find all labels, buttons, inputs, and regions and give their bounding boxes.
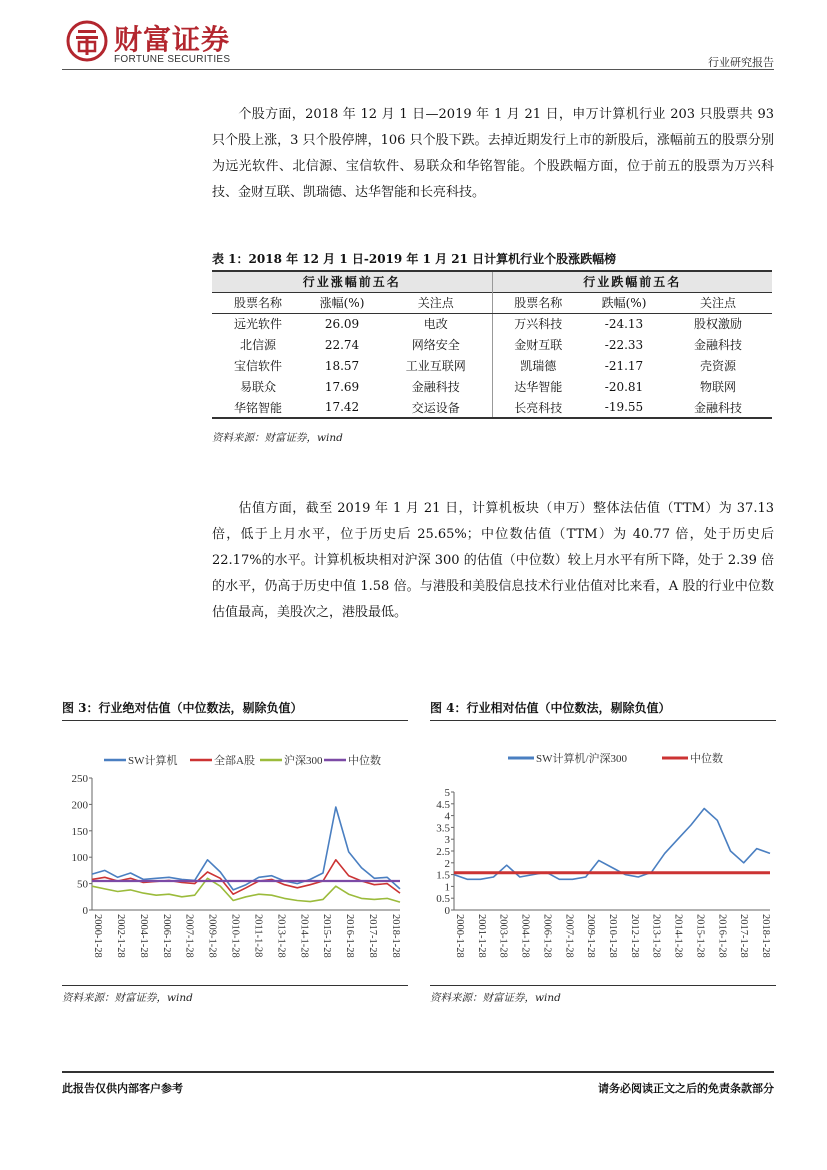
x-tick-label: 2007-1-28 [563,914,575,958]
table-cell: 万兴科技 [514,317,563,332]
table-cell: 电改 [380,313,492,334]
y-tick-label: 0.5 [436,893,450,906]
x-tick-label: 2009-1-28 [206,914,218,958]
table-cell: 26.09 [324,316,360,331]
table-cell: 金融科技 [664,397,772,418]
column-header: 关注点 [380,292,492,313]
y-tick-label: 150 [71,825,88,838]
x-tick-label: 2018-1-28 [760,914,771,958]
figure4-source: 资料来源：财富证券，wind [430,992,561,1004]
table-cell: -20.81 [604,379,644,394]
legend-label: 全部A股 [214,755,255,767]
x-tick-label: 2004-1-28 [519,914,531,958]
table-header-row [212,292,772,313]
legend-label: 沪深300 [284,755,323,767]
figure4-divider [430,985,776,986]
gainers-group-label: 行业涨幅前五名 [212,271,492,292]
table-row [212,355,772,376]
table-cell: 宝信软件 [233,359,282,373]
valuation-paragraph [212,496,774,626]
page-header [62,18,774,70]
y-tick-label: 4 [444,810,450,823]
paragraph1-text: 个股方面，2018 年 12 月 1 日—2019 年 1 月 21 日，申万计算机行业 203 只股票共 93 只个股上涨，3 只个股停牌，106 只个股下跌。去掉近期发行上市的新股后，涨幅前五的股票分别为远光软件、北信源、宝信软件、易联众和华铭智能。个股跌幅方面，位于前五的股票为万兴科技、金财互联、凯瑞德、达华智能和长亮科技。 [212,107,774,200]
y-tick-label: 50 [77,878,88,891]
table-cell: 金融科技 [380,376,492,397]
figure3-divider [62,985,408,986]
series-line [454,809,770,880]
table-cell: 17.42 [304,397,380,418]
table-cell: 壳资源 [699,359,736,373]
logo-english-text: FORTUNE SECURITIES [114,54,231,65]
x-tick-label: 2013-1-28 [275,914,287,958]
table-cell: 金财互联 [514,338,563,352]
x-tick-label: 2001-1-28 [475,914,487,958]
figure3-title: 图 3：行业绝对估值（中位数法，剔除负值） [62,699,408,721]
column-header: 股票名称 [492,292,584,313]
column-header: 股票名称 [212,292,304,313]
logo-chinese-text: 财富证券 [114,23,231,56]
y-tick-label: 0 [444,905,450,917]
paragraph2-text: 估值方面，截至 2019 年 1 月 21 日，计算机板块（申万）整体法估值（TTM）为 37.13 倍，低于上月水平，位于历史后 25.65%；中位数估值（TTM）为 40.77 倍，处于历史后 22.17%的水平。计算机板块相对沪深 300 的估值（中位数）较上月水平有所下降，处于 2.39 倍的水平，仍高于历史中值 1.58 倍。与港股和美股信息技术行业估值对比来看，A 股的行业中位数估值最高，美股次之，港股最低。 [212,501,774,620]
table-cell: 凯瑞德 [520,359,557,373]
column-header: 跌幅(%) [584,292,664,313]
y-tick-label: 3 [444,834,450,847]
table-cell: 达华智能 [514,380,563,394]
table-cell: 18.57 [324,358,360,373]
table-cell: -24.13 [604,316,644,331]
y-tick-label: 2 [444,857,450,870]
x-tick-label: 2010-1-28 [229,914,241,958]
x-tick-label: 2002-1-28 [114,914,126,958]
x-tick-label: 2006-1-28 [160,914,172,958]
legend-label: SW计算机/沪深300 [536,753,628,765]
column-header: 涨幅(%) [304,292,380,313]
table-cell: 长亮科技 [492,397,584,418]
table-cell: 工业互联网 [380,355,492,376]
table-cell: 网络安全 [380,334,492,355]
report-type-label: 行业研究报告 [708,56,774,69]
table-cell: -21.17 [604,358,644,373]
legend-label: SW计算机 [128,755,178,767]
y-tick-label: 2.5 [436,846,450,858]
x-tick-label: 2011-1-28 [252,914,264,958]
table-cell: 股权激励 [693,317,742,332]
figure3-source: 资料来源：财富证券，wind [62,992,193,1004]
x-tick-label: 2013-1-28 [650,914,662,958]
x-tick-label: 2003-1-28 [497,914,509,958]
x-tick-label: 2014-1-28 [672,914,684,958]
x-tick-label: 2017-1-28 [738,914,750,958]
x-tick-label: 2014-1-28 [298,914,310,958]
x-tick-label: 2015-1-28 [321,914,333,958]
y-tick-label: 1 [444,881,450,894]
x-tick-label: 2000-1-28 [454,914,465,958]
y-tick-label: 100 [71,852,88,865]
table-cell: 17.69 [324,379,360,394]
table-source: 资料来源：财富证券，wind [212,432,343,444]
x-tick-label: 2004-1-28 [137,914,149,958]
table-cell: 远光软件 [233,317,282,332]
x-tick-label: 2012-1-28 [628,914,640,958]
table-cell: 易联众 [239,380,276,394]
table-cell: 物联网 [699,380,736,394]
x-tick-label: 2000-1-28 [92,914,103,958]
legend-label: 中位数 [690,753,723,765]
footer-divider [62,1071,774,1073]
y-tick-label: 0 [82,905,88,917]
y-tick-label: 1.5 [436,869,450,882]
table-cell: 22.74 [324,337,360,352]
stock-ranking-table [212,270,772,419]
table-cell: 北信源 [239,338,276,352]
table-cell: -19.55 [584,397,664,418]
table-title: 表 1：2018 年 12 月 1 日-2019 年 1 月 21 日计算机行业个股涨跌幅榜 [212,252,617,266]
stock-performance-paragraph [212,102,774,206]
figure4-chart [430,740,776,980]
y-tick-label: 5 [444,787,450,799]
y-tick-label: 4.5 [436,798,450,811]
table-cell: -22.33 [604,337,644,352]
x-tick-label: 2006-1-28 [541,914,553,958]
x-tick-label: 2016-1-28 [344,914,356,958]
y-tick-label: 250 [71,773,88,785]
x-tick-label: 2015-1-28 [694,914,706,958]
table-group-header [212,271,772,292]
table-row [212,376,772,397]
table-cell: 华铭智能 [212,397,304,418]
legend-label: 中位数 [348,755,381,767]
table-row [212,334,772,355]
table-row [212,313,772,334]
footer-left-note: 此报告仅供内部客户参考 [62,1082,183,1095]
losers-group-label: 行业跌幅前五名 [492,271,772,292]
y-tick-label: 200 [71,799,88,812]
x-tick-label: 2016-1-28 [716,914,728,958]
fortune-logo-icon [66,20,108,62]
figure4-title: 图 4：行业相对估值（中位数法，剔除负值） [430,699,776,721]
x-tick-label: 2017-1-28 [367,914,379,958]
x-tick-label: 2018-1-28 [390,914,401,958]
column-header: 关注点 [664,292,772,313]
figure3-chart [62,740,408,980]
y-tick-label: 3.5 [436,822,450,835]
table-row [212,397,772,418]
table-cell: 金融科技 [693,338,742,352]
x-tick-label: 2009-1-28 [585,914,597,958]
footer-disclaimer-note: 请务必阅读正文之后的免责条款部分 [598,1082,774,1095]
x-tick-label: 2010-1-28 [607,914,618,958]
x-tick-label: 2007-1-28 [183,914,195,958]
table-cell: 交运设备 [380,397,492,418]
